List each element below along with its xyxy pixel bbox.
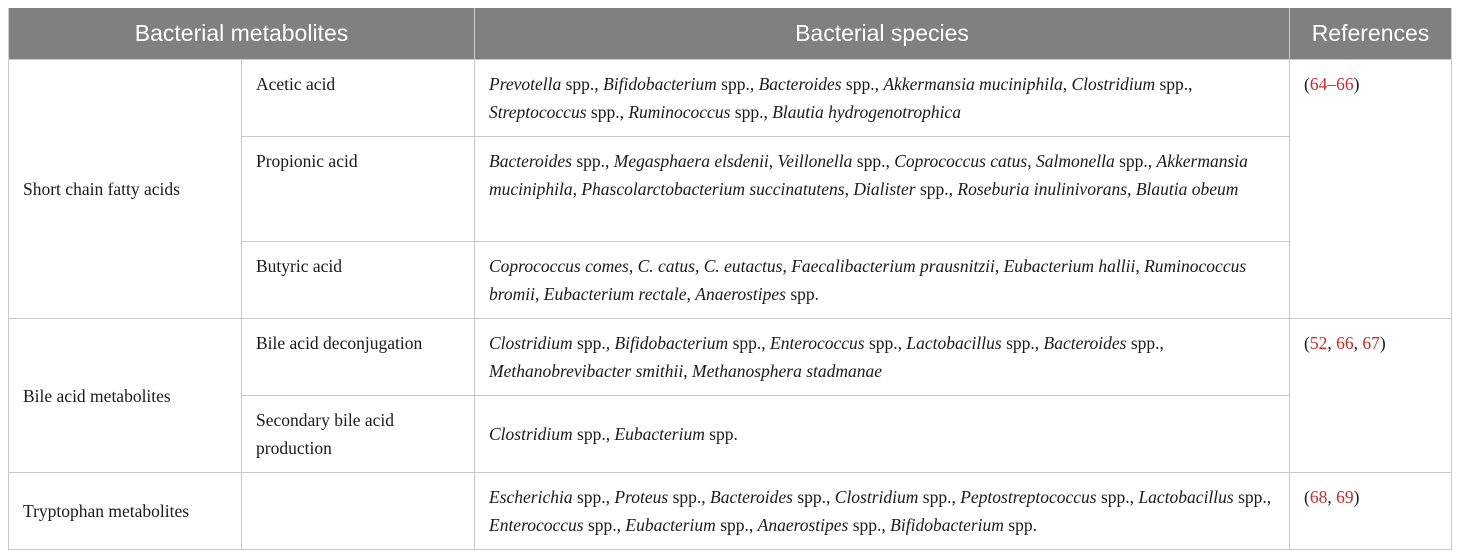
species-separator: spp. [1003, 515, 1037, 535]
species-separator: spp., [852, 151, 895, 171]
species-separator: , [994, 256, 1004, 276]
species-separator: , [844, 179, 854, 199]
species-separator: , [1062, 74, 1072, 94]
species-separator: , [768, 151, 778, 171]
species-name: Streptococcus [489, 102, 587, 122]
references-cell: (52, 66, 67) [1290, 319, 1452, 473]
species-separator: spp., [730, 102, 773, 122]
species-cell [475, 242, 1290, 319]
species-separator: , [686, 284, 696, 304]
species-name: Blautia obeum [1135, 179, 1239, 199]
species-name: Megasphaera elsdenii [613, 151, 769, 171]
species-name: Anaerostipes [757, 515, 849, 535]
species-name: Eubacterium hallii [1003, 256, 1136, 276]
header-references: References [1290, 8, 1452, 60]
species-separator: , [782, 256, 792, 276]
species-separator: , [572, 179, 582, 199]
species-cell [475, 396, 1290, 473]
species-name: Clostridium [834, 487, 919, 507]
species-name: Coprococcus catus [894, 151, 1028, 171]
metabolites-table [8, 8, 1452, 550]
species-name: Prevotella [489, 74, 562, 94]
header-species: Bacterial species [475, 8, 1290, 60]
species-name: Enterococcus [489, 515, 584, 535]
species-name: Clostridium [489, 424, 573, 444]
species-separator: spp., [848, 515, 891, 535]
species-name: Eubacterium [614, 424, 705, 444]
species-name: Akkermansia muciniphila [883, 74, 1063, 94]
species-separator: spp., [1155, 74, 1193, 94]
species-name: C. eutactus [703, 256, 783, 276]
species-separator: spp., [572, 333, 615, 353]
species-name: Faecalibacterium prausnitzii [791, 256, 995, 276]
species-name: Phascolarctobacterium succinatutens [581, 179, 845, 199]
reference-link[interactable]: 64–66 [1309, 74, 1354, 94]
reference-link[interactable]: 67 [1362, 333, 1380, 353]
species-cell [475, 60, 1290, 137]
species-name: Bacteroides [758, 74, 842, 94]
group-label: Short chain fatty acids [9, 60, 242, 319]
species-separator: spp., [1126, 333, 1164, 353]
species-name: Ruminococcus [628, 102, 731, 122]
species-name: Lactobacillus [1138, 487, 1234, 507]
species-separator: spp., [715, 515, 758, 535]
group-label: Bile acid metabolites [9, 319, 242, 473]
species-separator: spp., [571, 151, 614, 171]
references-cell: (64–66) [1290, 60, 1452, 319]
species-name: Lactobacillus [906, 333, 1002, 353]
species-separator: spp., [586, 102, 629, 122]
metabolite-cell: Butyric acid [242, 242, 475, 319]
species-separator: spp., [864, 333, 907, 353]
species-name: Anaerostipes [695, 284, 786, 304]
species-separator: spp. [785, 284, 820, 304]
species-name: Clostridium [1071, 74, 1156, 94]
species-separator: , [535, 284, 544, 304]
species-name: Blautia hydrogenotrophica [772, 102, 961, 122]
species-separator: spp., [792, 487, 835, 507]
metabolite-cell: Secondary bile acid production [242, 396, 475, 473]
species-name: Escherichia [489, 487, 573, 507]
species-name: Salmonella [1035, 151, 1115, 171]
metabolite-cell: Propionic acid [242, 137, 475, 242]
references-cell: (68, 69) [1290, 473, 1452, 550]
metabolite-cell: Acetic acid [242, 60, 475, 137]
species-separator: spp., [572, 424, 615, 444]
species-separator: spp., [1114, 151, 1157, 171]
table-row [9, 319, 1452, 396]
species-name: Methanobrevibacter smithii [489, 361, 684, 381]
species-separator: , [628, 256, 638, 276]
species-name: Clostridium [489, 333, 573, 353]
species-name: Roseburia inulinivorans [957, 179, 1128, 199]
species-name: Bifidobacterium [890, 515, 1004, 535]
species-separator: spp., [716, 74, 759, 94]
table-row [9, 473, 1452, 550]
species-name: Bifidobacterium [614, 333, 729, 353]
species-cell [475, 319, 1290, 396]
species-name: Akkermansia muciniphila [489, 151, 1248, 199]
species-separator: spp., [841, 74, 884, 94]
species-name: Dialister [853, 179, 916, 199]
species-separator: spp., [915, 179, 958, 199]
species-cell [475, 137, 1290, 242]
species-name: Bacteroides [710, 487, 793, 507]
species-name: Peptostreptococcus [960, 487, 1097, 507]
species-name: Ruminococcus bromii [489, 256, 1247, 304]
table-row [9, 60, 1452, 137]
species-separator: spp., [918, 487, 961, 507]
species-name: Eubacterium rectale [543, 284, 687, 304]
reference-link[interactable]: 69 [1336, 487, 1354, 507]
species-name: Eubacterium [625, 515, 716, 535]
species-name: Enterococcus [770, 333, 865, 353]
reference-link[interactable]: 66 [1336, 333, 1354, 353]
metabolite-cell: Bile acid deconjugation [242, 319, 475, 396]
species-name: C. catus [637, 256, 695, 276]
species-name: Proteus [614, 487, 669, 507]
header-metabolites: Bacterial metabolites [9, 8, 475, 60]
species-separator: , [1027, 151, 1036, 171]
species-separator: spp., [1001, 333, 1044, 353]
species-name: Veillonella [777, 151, 853, 171]
species-name: Methanosphera stadmanae [692, 361, 883, 381]
species-separator: spp., [572, 487, 615, 507]
reference-link[interactable]: 52 [1309, 333, 1328, 353]
species-separator: , [1135, 256, 1145, 276]
metabolite-cell [242, 473, 475, 550]
species-separator: spp., [728, 333, 770, 353]
species-name: Bacteroides [489, 151, 572, 171]
species-separator: , [683, 361, 692, 381]
species-separator: spp., [561, 74, 604, 94]
species-separator: spp., [1096, 487, 1139, 507]
species-separator: spp. [704, 424, 738, 444]
species-separator: spp., [668, 487, 711, 507]
species-name: Bacteroides [1043, 333, 1127, 353]
species-separator: spp., [583, 515, 626, 535]
group-label: Tryptophan metabolites [9, 473, 242, 550]
species-separator: , [694, 256, 704, 276]
species-separator: , [1127, 179, 1136, 199]
species-name: Coprococcus comes [489, 256, 629, 276]
reference-link[interactable]: 68 [1309, 487, 1328, 507]
species-name: Bifidobacterium [603, 74, 717, 94]
species-cell [475, 473, 1290, 550]
species-separator: spp., [1233, 487, 1272, 507]
header-row [9, 8, 1452, 60]
